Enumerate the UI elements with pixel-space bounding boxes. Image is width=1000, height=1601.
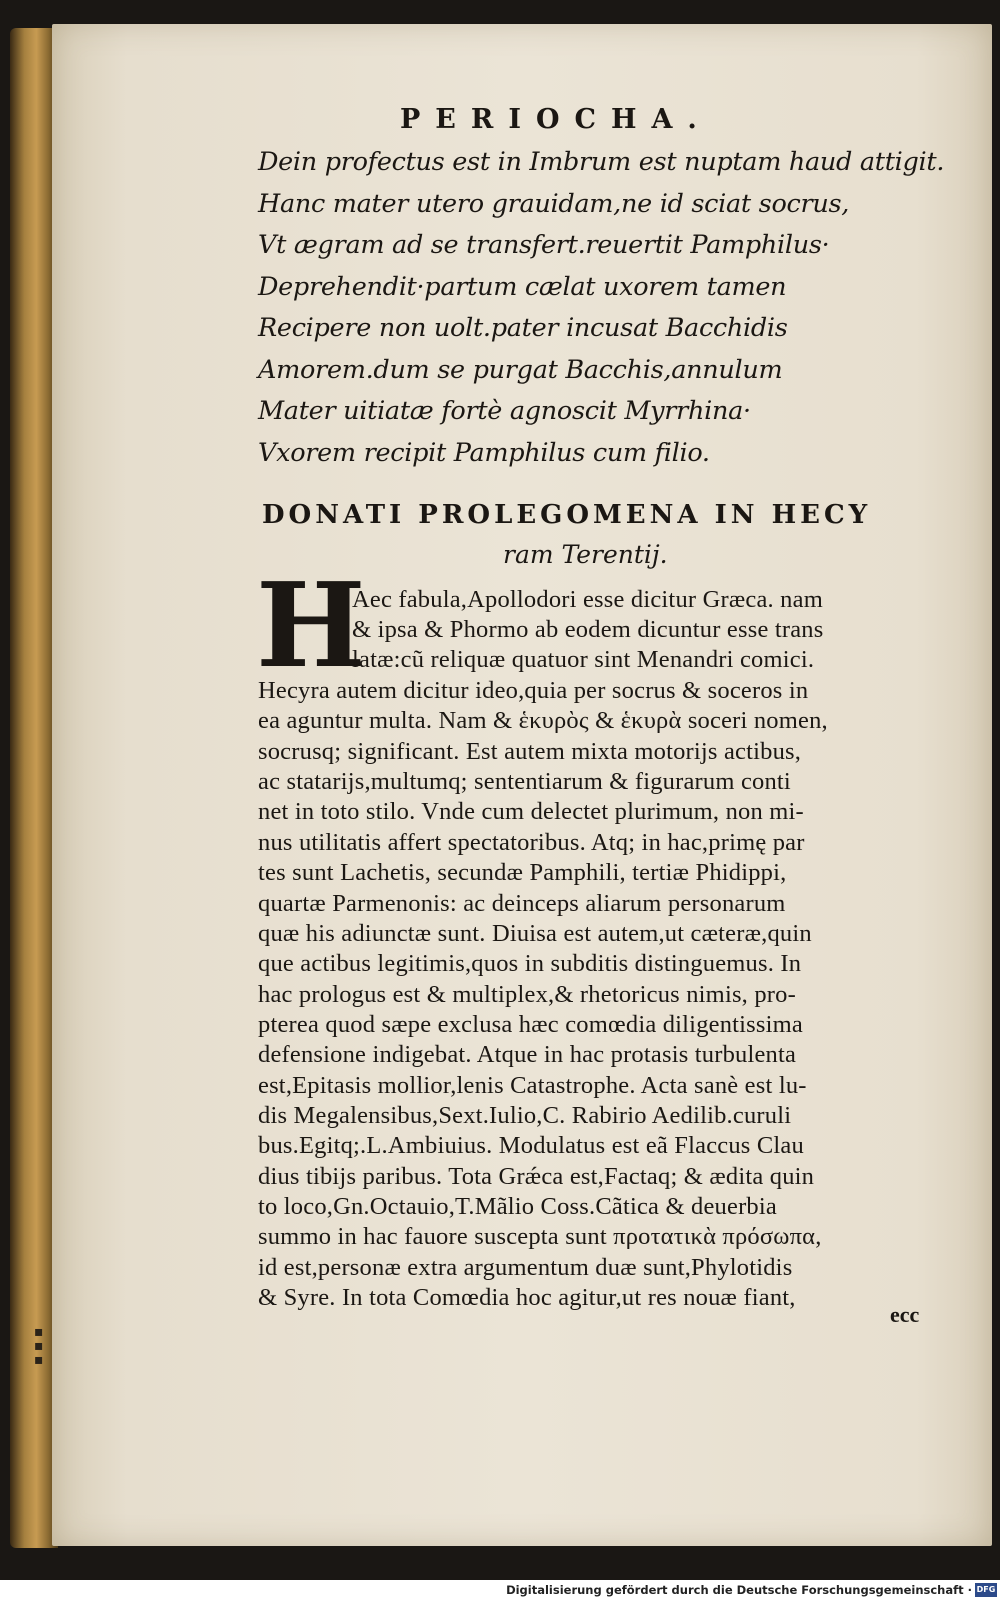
gutter-marks: ▪ ▪ ▪ — [34, 1324, 44, 1368]
section-title: DONATI PROLEGOMENA IN HECY — [262, 500, 872, 530]
body-line: tes sunt Lachetis, secundæ Pamphili, tertiæ Phidippi, — [258, 859, 787, 887]
body-line: net in toto stilo. Vnde cum delectet plurimum, non mi- — [258, 798, 804, 826]
body-line: nus utilitatis affert spectatoribus. Atq; in hac,primę par — [258, 828, 805, 856]
catchword: ecc — [890, 1302, 920, 1327]
dfg-logo: DFG — [975, 1583, 997, 1597]
body-line: est,Epitasis mollior,lenis Catastrophe. Acta sanè est lu- — [258, 1071, 807, 1099]
verse-line: Amorem.dum se purgat Bacchis,annulum — [258, 354, 783, 385]
verse-line: Hanc mater utero grauidam,ne id sciat socrus, — [258, 188, 850, 219]
body-line: & Syre. In tota Comœdia hoc agitur,ut res nouæ fiant, — [258, 1284, 796, 1311]
body-line: hac prologus est & multiplex,& rhetoricus nimis, pro- — [258, 980, 796, 1008]
periocha-verse — [258, 142, 958, 474]
body-line: quartæ Parmenonis: ac deinceps aliarum personarum — [258, 889, 786, 917]
section-subtitle: ram Terentij. — [503, 540, 668, 569]
body-line: dius tibijs paribus. Tota Grǽca est,Factaq; & ædita quin — [258, 1162, 815, 1190]
verse-line: Vt ægram ad se transfert.reuertit Pamphilus· — [258, 230, 830, 260]
book-fore-edge — [10, 28, 58, 1548]
drop-cap: H — [256, 558, 366, 694]
verse-line: Recipere non uolt.pater incusat Bacchidis — [258, 313, 788, 343]
body-line: to loco,Gn.Octauio,T.Mãlio Coss.Cãtica & deuerbia — [258, 1193, 777, 1220]
body-line: & ipsa & Phormo ab eodem dicuntur esse trans — [352, 616, 824, 643]
body-line: bus.Egitq;.L.Ambiuius. Modulatus est eã Flaccus Clau — [258, 1132, 804, 1160]
footer-credit: Digitalisierung gefördert durch die Deutsche Forschungsgemeinschaft · — [506, 1583, 972, 1597]
body-line: socrusq; significant. Est autem mixta motorijs actibus, — [258, 737, 802, 765]
body-line: ac statarijs,multumq; sententiarum & figurarum conti — [258, 768, 791, 795]
body-line: Aec fabula,Apollodori esse dicitur Græca. nam — [352, 586, 823, 613]
body-line: que actibus legitimis,quos in subditis distinguemus. In — [258, 950, 802, 978]
verse-line: Deprehendit·partum cælat uxorem tamen — [258, 271, 787, 302]
body-line: ea aguntur multa. Nam & ἑκυρὸς & ἑκυρὰ soceri nomen, — [258, 707, 828, 735]
body-line: Hecyra autem dicitur ideo,quia per socrus & soceros in — [258, 677, 809, 704]
verse-line: Mater uitiatæ fortè agnoscit Myrrhina· — [258, 396, 751, 426]
body-line: id est,personæ extra argumentum duæ sunt,Phylotidis — [258, 1253, 793, 1281]
page-header: PERIOCHA. — [400, 104, 712, 135]
body-line: summo in hac fauore suscepta sunt προτατικὰ πρόσωπα, — [258, 1223, 822, 1251]
verse-line: Dein profectus est in Imbrum est nuptam haud attigit. — [258, 147, 945, 177]
body-line: pterea quod sæpe exclusa hæc comœdia diligentissima — [258, 1010, 803, 1038]
footer-bar — [0, 1580, 1000, 1601]
body-line: latæ:cũ reliquæ quatuor sint Menandri comici. — [352, 646, 815, 673]
body-line: dis Megalensibus,Sext.Iulio,C. Rabirio Aedilib.curuli — [258, 1101, 792, 1129]
body-line: defensione indigebat. Atque in hac protasis turbulenta — [258, 1041, 797, 1069]
verse-line: Vxorem recipit Pamphilus cum filio. — [258, 437, 710, 468]
body-line: quæ his adiunctæ sunt. Diuisa est autem,ut cæteræ,quin — [258, 919, 812, 947]
